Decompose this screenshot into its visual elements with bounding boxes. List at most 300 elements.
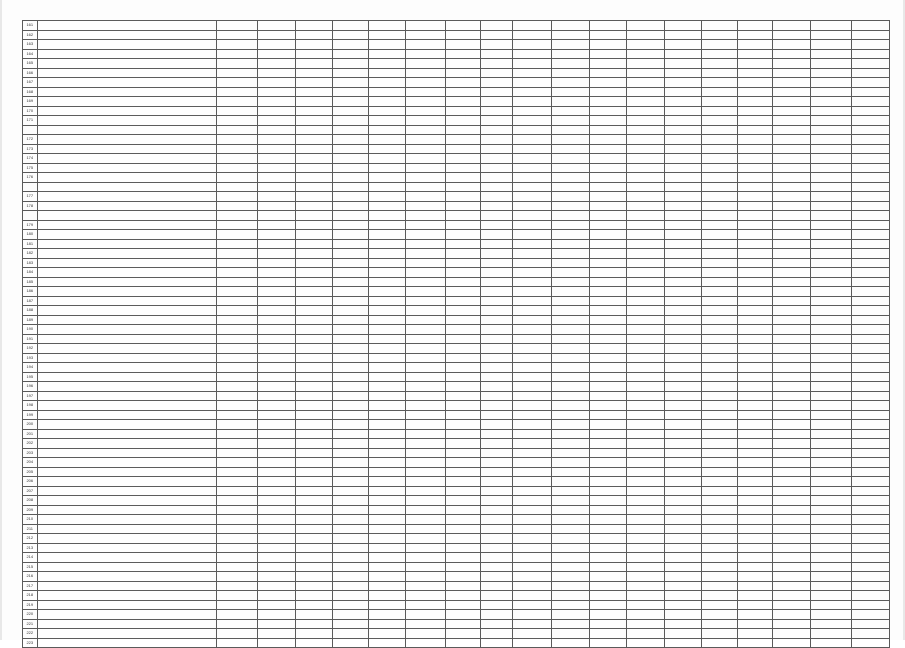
table-cell: [512, 97, 552, 107]
table-cell: [773, 106, 811, 116]
table-cell: [810, 277, 852, 287]
table-cell: [773, 448, 811, 458]
table-cell: [216, 600, 258, 610]
table-cell: [773, 230, 811, 240]
table-cell: [852, 68, 890, 78]
table-cell: [406, 315, 446, 325]
table-cell: [216, 401, 258, 411]
table-cell: [481, 401, 512, 411]
table-cell: [216, 515, 258, 525]
table-cell: [368, 610, 406, 620]
table-cell: [295, 306, 333, 316]
table-cell: [406, 258, 446, 268]
table-cell: [664, 239, 702, 249]
table-cell: [702, 49, 737, 59]
table-cell: [773, 372, 811, 382]
table-cell: [295, 163, 333, 173]
row-number: 177: [23, 192, 38, 202]
table-cell: [627, 154, 665, 164]
table-cell: [664, 382, 702, 392]
table-cell: [481, 572, 512, 582]
table-cell: [481, 21, 512, 31]
table-cell: [702, 429, 737, 439]
table-cell: [773, 87, 811, 97]
table-cell: [627, 296, 665, 306]
row-description: [37, 97, 216, 107]
table-cell: [852, 220, 890, 230]
row-description: [37, 135, 216, 145]
table-cell: [368, 353, 406, 363]
row-number: 189: [23, 315, 38, 325]
table-cell: [664, 87, 702, 97]
table-cell: [664, 420, 702, 430]
table-cell: [664, 135, 702, 145]
table-cell: [295, 106, 333, 116]
table-cell: [333, 144, 368, 154]
row-description: [37, 600, 216, 610]
table-cell: [406, 382, 446, 392]
table-cell: [295, 391, 333, 401]
table-cell: [737, 306, 772, 316]
table-cell: [512, 163, 552, 173]
row-description: [37, 296, 216, 306]
table-cell: [552, 239, 590, 249]
table-cell: [737, 591, 772, 601]
table-cell: [406, 21, 446, 31]
row-description: [37, 486, 216, 496]
table-cell: [512, 401, 552, 411]
table-cell: [737, 458, 772, 468]
table-cell: [406, 154, 446, 164]
table-cell: [216, 524, 258, 534]
table-cell: [295, 534, 333, 544]
table-cell: [216, 258, 258, 268]
table-cell: [446, 49, 481, 59]
table-cell: [702, 59, 737, 69]
table-cell: [737, 173, 772, 183]
table-cell: [481, 372, 512, 382]
table-cell: [406, 553, 446, 563]
table-cell: [737, 334, 772, 344]
table-row: [23, 410, 890, 420]
table-cell: [589, 40, 627, 50]
table-cell: [589, 49, 627, 59]
table-cell: [295, 182, 333, 192]
table-cell: [295, 429, 333, 439]
table-cell: [258, 144, 296, 154]
table-cell: [258, 372, 296, 382]
table-cell: [702, 334, 737, 344]
table-cell: [627, 144, 665, 154]
table-cell: [810, 410, 852, 420]
table-cell: [810, 600, 852, 610]
row-description: [37, 638, 216, 648]
row-description: [37, 505, 216, 515]
table-cell: [481, 638, 512, 648]
table-cell: [216, 315, 258, 325]
table-cell: [773, 40, 811, 50]
table-row: [23, 306, 890, 316]
row-number: 194: [23, 363, 38, 373]
table-cell: [664, 40, 702, 50]
table-cell: [737, 638, 772, 648]
table-cell: [481, 344, 512, 354]
table-cell: [446, 268, 481, 278]
table-cell: [406, 429, 446, 439]
table-cell: [216, 562, 258, 572]
table-cell: [773, 610, 811, 620]
table-cell: [481, 68, 512, 78]
table-cell: [773, 49, 811, 59]
table-cell: [702, 30, 737, 40]
table-cell: [368, 287, 406, 297]
table-cell: [295, 496, 333, 506]
table-cell: [664, 315, 702, 325]
table-cell: [446, 629, 481, 639]
table-cell: [702, 543, 737, 553]
row-description: [37, 439, 216, 449]
row-description: [37, 410, 216, 420]
table-cell: [295, 467, 333, 477]
row-description: [37, 116, 216, 126]
table-cell: [258, 458, 296, 468]
table-cell: [702, 249, 737, 259]
row-number: 176: [23, 173, 38, 183]
table-cell: [446, 135, 481, 145]
row-number: 200: [23, 420, 38, 430]
table-cell: [295, 401, 333, 411]
table-cell: [552, 638, 590, 648]
table-cell: [512, 182, 552, 192]
table-row: [23, 59, 890, 69]
table-cell: [481, 382, 512, 392]
table-cell: [512, 154, 552, 164]
table-cell: [216, 306, 258, 316]
row-number: 197: [23, 391, 38, 401]
table-cell: [333, 562, 368, 572]
table-cell: [627, 600, 665, 610]
table-cell: [773, 638, 811, 648]
table-row: [23, 344, 890, 354]
table-cell: [810, 458, 852, 468]
table-cell: [258, 220, 296, 230]
table-cell: [852, 135, 890, 145]
table-cell: [664, 277, 702, 287]
row-number: 161: [23, 21, 38, 31]
row-description: [37, 49, 216, 59]
table-cell: [773, 192, 811, 202]
table-cell: [406, 97, 446, 107]
table-cell: [481, 619, 512, 629]
table-cell: [512, 562, 552, 572]
table-cell: [406, 334, 446, 344]
table-cell: [773, 154, 811, 164]
row-number: 196: [23, 382, 38, 392]
table-cell: [664, 306, 702, 316]
table-cell: [368, 163, 406, 173]
table-cell: [512, 429, 552, 439]
table-cell: [258, 230, 296, 240]
table-cell: [481, 353, 512, 363]
table-cell: [552, 135, 590, 145]
table-cell: [258, 116, 296, 126]
table-cell: [702, 211, 737, 221]
table-cell: [333, 21, 368, 31]
table-cell: [810, 486, 852, 496]
table-cell: [258, 619, 296, 629]
table-cell: [589, 401, 627, 411]
table-cell: [368, 201, 406, 211]
table-cell: [512, 277, 552, 287]
table-cell: [258, 192, 296, 202]
row-description: [37, 344, 216, 354]
table-cell: [810, 467, 852, 477]
table-cell: [664, 638, 702, 648]
table-cell: [702, 505, 737, 515]
table-cell: [589, 173, 627, 183]
table-cell: [446, 600, 481, 610]
table-cell: [627, 230, 665, 240]
row-number: 203: [23, 448, 38, 458]
table-cell: [627, 629, 665, 639]
table-cell: [627, 173, 665, 183]
table-cell: [295, 372, 333, 382]
table-cell: [446, 410, 481, 420]
table-cell: [216, 619, 258, 629]
table-cell: [446, 524, 481, 534]
table-cell: [810, 78, 852, 88]
table-cell: [512, 372, 552, 382]
table-cell: [216, 477, 258, 487]
table-cell: [216, 382, 258, 392]
table-cell: [333, 78, 368, 88]
table-cell: [333, 192, 368, 202]
row-description: [37, 211, 216, 221]
table-cell: [702, 135, 737, 145]
row-number: 199: [23, 410, 38, 420]
table-cell: [627, 619, 665, 629]
table-cell: [512, 315, 552, 325]
table-cell: [552, 201, 590, 211]
table-cell: [810, 448, 852, 458]
table-cell: [773, 59, 811, 69]
table-cell: [512, 325, 552, 335]
table-cell: [810, 562, 852, 572]
table-cell: [406, 410, 446, 420]
table-cell: [295, 581, 333, 591]
table-cell: [406, 524, 446, 534]
table-cell: [406, 638, 446, 648]
table-cell: [627, 467, 665, 477]
row-description: [37, 268, 216, 278]
table-cell: [295, 78, 333, 88]
table-cell: [664, 562, 702, 572]
table-cell: [216, 239, 258, 249]
table-cell: [446, 372, 481, 382]
table-cell: [810, 591, 852, 601]
table-cell: [295, 268, 333, 278]
table-cell: [810, 619, 852, 629]
table-cell: [852, 21, 890, 31]
table-cell: [552, 562, 590, 572]
table-cell: [589, 600, 627, 610]
table-cell: [852, 515, 890, 525]
row-number: 182: [23, 249, 38, 259]
table-cell: [664, 477, 702, 487]
table-cell: [589, 277, 627, 287]
table-cell: [216, 429, 258, 439]
table-cell: [446, 144, 481, 154]
table-cell: [664, 543, 702, 553]
table-row: [23, 239, 890, 249]
table-row: [23, 106, 890, 116]
table-cell: [589, 258, 627, 268]
table-cell: [368, 638, 406, 648]
table-row: [23, 524, 890, 534]
table-cell: [406, 116, 446, 126]
row-description: [37, 220, 216, 230]
table-cell: [627, 268, 665, 278]
table-cell: [552, 334, 590, 344]
table-cell: [258, 201, 296, 211]
table-cell: [258, 68, 296, 78]
table-cell: [446, 258, 481, 268]
table-cell: [512, 116, 552, 126]
table-cell: [589, 334, 627, 344]
table-cell: [552, 192, 590, 202]
table-cell: [702, 391, 737, 401]
table-cell: [552, 30, 590, 40]
table-cell: [295, 600, 333, 610]
table-cell: [589, 505, 627, 515]
table-row: [23, 638, 890, 648]
table-cell: [446, 59, 481, 69]
table-cell: [368, 315, 406, 325]
table-cell: [446, 201, 481, 211]
table-cell: [333, 638, 368, 648]
table-cell: [852, 420, 890, 430]
table-cell: [737, 116, 772, 126]
table-cell: [512, 629, 552, 639]
table-cell: [258, 600, 296, 610]
table-cell: [333, 420, 368, 430]
table-cell: [664, 125, 702, 135]
table-cell: [368, 515, 406, 525]
table-cell: [512, 619, 552, 629]
table-cell: [664, 439, 702, 449]
table-cell: [406, 391, 446, 401]
table-cell: [702, 163, 737, 173]
table-cell: [702, 315, 737, 325]
table-cell: [810, 287, 852, 297]
table-cell: [737, 135, 772, 145]
row-description: [37, 610, 216, 620]
table-cell: [664, 173, 702, 183]
table-cell: [512, 420, 552, 430]
table-cell: [737, 363, 772, 373]
table-cell: [333, 68, 368, 78]
table-cell: [368, 496, 406, 506]
table-cell: [664, 325, 702, 335]
row-number: 184: [23, 268, 38, 278]
table-cell: [258, 239, 296, 249]
table-cell: [702, 325, 737, 335]
table-cell: [702, 467, 737, 477]
row-number: 181: [23, 239, 38, 249]
table-cell: [512, 515, 552, 525]
table-cell: [368, 40, 406, 50]
table-cell: [333, 534, 368, 544]
table-cell: [737, 619, 772, 629]
table-cell: [773, 496, 811, 506]
table-cell: [552, 629, 590, 639]
table-cell: [333, 277, 368, 287]
table-cell: [406, 230, 446, 240]
table-cell: [481, 163, 512, 173]
table-cell: [627, 21, 665, 31]
table-cell: [852, 619, 890, 629]
table-cell: [589, 30, 627, 40]
table-cell: [552, 344, 590, 354]
table-cell: [737, 87, 772, 97]
table-cell: [295, 87, 333, 97]
row-description: [37, 239, 216, 249]
table-cell: [481, 59, 512, 69]
table-cell: [406, 268, 446, 278]
row-description: [37, 467, 216, 477]
table-cell: [368, 173, 406, 183]
table-cell: [295, 629, 333, 639]
table-cell: [512, 344, 552, 354]
table-cell: [481, 610, 512, 620]
table-cell: [406, 78, 446, 88]
row-number: 178: [23, 201, 38, 211]
table-cell: [589, 116, 627, 126]
table-cell: [295, 638, 333, 648]
table-cell: [295, 505, 333, 515]
table-cell: [627, 581, 665, 591]
table-cell: [702, 258, 737, 268]
table-cell: [368, 211, 406, 221]
table-cell: [664, 144, 702, 154]
table-cell: [773, 382, 811, 392]
table-cell: [552, 97, 590, 107]
table-cell: [512, 287, 552, 297]
table-cell: [702, 201, 737, 211]
table-cell: [810, 21, 852, 31]
table-cell: [773, 591, 811, 601]
table-cell: [552, 144, 590, 154]
table-cell: [852, 505, 890, 515]
table-cell: [852, 429, 890, 439]
row-number: 204: [23, 458, 38, 468]
table-cell: [737, 553, 772, 563]
table-cell: [664, 581, 702, 591]
table-cell: [552, 249, 590, 259]
table-cell: [512, 600, 552, 610]
table-cell: [446, 477, 481, 487]
table-cell: [295, 116, 333, 126]
table-cell: [333, 30, 368, 40]
table-cell: [258, 363, 296, 373]
table-cell: [216, 496, 258, 506]
row-description: [37, 106, 216, 116]
table-cell: [216, 40, 258, 50]
table-cell: [446, 382, 481, 392]
table-cell: [627, 325, 665, 335]
table-cell: [216, 553, 258, 563]
ledger-table: [22, 20, 890, 648]
